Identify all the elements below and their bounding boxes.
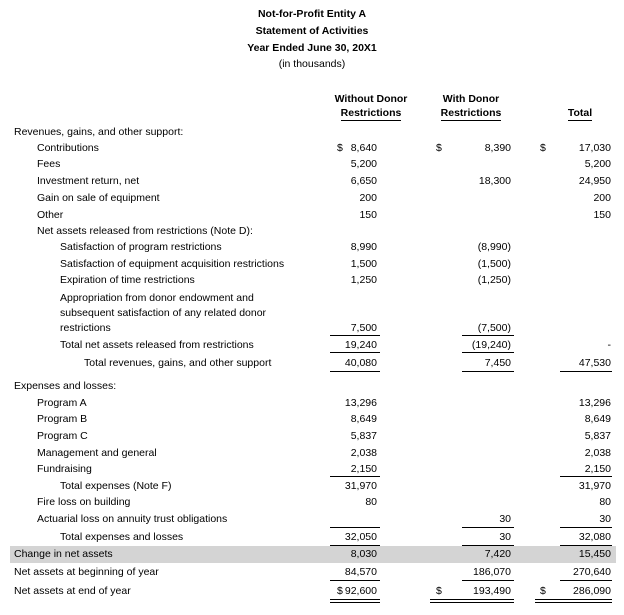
value-total: 150 — [593, 209, 611, 221]
value-total: 32,080 — [578, 531, 611, 543]
value-without: 80 — [365, 496, 377, 508]
double-underline — [330, 599, 380, 603]
row-label: Total expenses (Note F) — [60, 480, 172, 492]
underline — [330, 527, 380, 528]
row-investment — [0, 173, 624, 189]
underline — [330, 371, 380, 372]
row-label: Investment return, net — [37, 175, 140, 187]
underline — [462, 352, 514, 353]
row-label: Other — [37, 209, 64, 221]
value-total: 200 — [593, 192, 611, 204]
value-total: 286,090 — [573, 585, 611, 597]
value-with: 7,450 — [484, 357, 511, 369]
row-sat-program — [0, 239, 624, 255]
row-fundraising — [0, 461, 624, 477]
row-gain-equipment — [0, 190, 624, 206]
value-total: 5,837 — [584, 430, 611, 442]
value-with: 7,420 — [484, 548, 511, 560]
value-without: 19,240 — [344, 339, 377, 351]
revenues-heading-row — [0, 124, 624, 140]
value-without: 7,500 — [350, 322, 377, 334]
col-header-total — [550, 106, 610, 121]
row-total-expenses-losses — [0, 529, 624, 545]
value-total: 17,030 — [578, 142, 611, 154]
value-total: 270,640 — [573, 566, 611, 578]
value-total: 2,038 — [584, 447, 611, 459]
col-header-without — [325, 92, 417, 121]
value-total: - — [607, 339, 611, 351]
row-appropriation-line2 — [0, 305, 624, 321]
row-label: Satisfaction of equipment acquisition restrictions — [60, 258, 285, 270]
value-without: 84,570 — [344, 566, 377, 578]
row-label: Fundraising — [37, 463, 92, 475]
row-label: Contributions — [37, 142, 99, 154]
row-appropriation-line1 — [0, 290, 624, 306]
row-label: Satisfaction of program restrictions — [60, 241, 222, 253]
col-header-without-line1: Without Donor — [334, 93, 408, 105]
row-fire-loss — [0, 494, 624, 510]
value-total: 24,950 — [578, 175, 611, 187]
row-label: Change in net assets — [14, 548, 113, 560]
currency-symbol: $ — [540, 142, 546, 154]
expenses-heading: Expenses and losses: — [14, 380, 117, 392]
value-with: (8,990) — [477, 241, 511, 253]
value-without: 8,649 — [350, 413, 377, 425]
value-without: 13,296 — [344, 397, 377, 409]
row-management — [0, 445, 624, 461]
value-without: 40,080 — [344, 357, 377, 369]
value-without: 2,038 — [350, 447, 377, 459]
released-heading: Net assets released from restrictions (Note D): — [37, 225, 253, 237]
value-without: 8,990 — [350, 241, 377, 253]
row-fees — [0, 156, 624, 172]
row-other — [0, 207, 624, 223]
underline — [560, 527, 612, 528]
value-without: 8,640 — [350, 142, 377, 154]
value-without: 31,970 — [344, 480, 377, 492]
value-without: 200 — [359, 192, 377, 204]
double-underline — [535, 599, 612, 603]
value-without: 5,837 — [350, 430, 377, 442]
revenues-heading: Revenues, gains, and other support: — [14, 126, 184, 138]
double-underline — [430, 599, 514, 603]
released-heading-row — [0, 223, 624, 239]
value-total: 2,150 — [584, 463, 611, 475]
currency-symbol: $ — [540, 585, 546, 597]
row-total-expenses — [0, 478, 624, 494]
row-label: Total revenues, gains, and other support — [84, 357, 272, 369]
value-without: 1,500 — [350, 258, 377, 270]
period: Year Ended June 30, 20X1 — [247, 42, 377, 54]
statement-title: Statement of Activities — [255, 25, 369, 37]
row-label: Program B — [37, 413, 88, 425]
currency-symbol: $ — [337, 142, 343, 154]
underline — [330, 580, 380, 581]
row-sat-equipment — [0, 256, 624, 272]
row-label: Program A — [37, 397, 87, 409]
value-total: 31,970 — [578, 480, 611, 492]
col-header-total-label: Total — [567, 107, 593, 119]
row-label: restrictions — [60, 322, 111, 334]
row-label: Appropriation from donor endowment and — [60, 292, 254, 304]
value-total: 5,200 — [584, 158, 611, 170]
value-without: 6,650 — [350, 175, 377, 187]
value-with: 18,300 — [478, 175, 511, 187]
value-with: 30 — [499, 513, 511, 525]
underline — [560, 476, 612, 477]
row-actuarial — [0, 511, 624, 527]
row-beginning — [0, 564, 624, 580]
col-header-with-line2: Restrictions — [440, 107, 502, 119]
underline — [462, 580, 514, 581]
row-change-net-assets — [0, 546, 624, 562]
row-program-b — [0, 411, 624, 427]
row-label: Total net assets released from restrictions — [60, 339, 254, 351]
entity-name: Not-for-Profit Entity A — [257, 8, 367, 20]
currency-symbol: $ — [436, 142, 442, 154]
value-without: 5,200 — [350, 158, 377, 170]
value-without: 2,150 — [350, 463, 377, 475]
row-label: Gain on sale of equipment — [37, 192, 160, 204]
row-contributions — [0, 140, 624, 156]
row-label: Net assets at end of year — [14, 585, 131, 597]
expenses-heading-row — [0, 378, 624, 394]
underline — [330, 476, 380, 477]
row-label: Actuarial loss on annuity trust obligations — [37, 513, 228, 525]
row-program-c — [0, 428, 624, 444]
row-appropriation — [0, 320, 624, 336]
underline — [560, 371, 612, 372]
value-without: 92,600 — [344, 585, 377, 597]
col-header-with-line1: With Donor — [442, 93, 500, 105]
value-total: 8,649 — [584, 413, 611, 425]
underline — [462, 335, 514, 336]
col-header-without-line2: Restrictions — [340, 107, 402, 119]
row-total-revenues — [0, 355, 624, 371]
row-label: Fire loss on building — [37, 496, 131, 508]
row-expiration — [0, 272, 624, 288]
value-with: 30 — [499, 531, 511, 543]
value-total: 47,530 — [578, 357, 611, 369]
value-without: 1,250 — [350, 274, 377, 286]
value-without: 32,050 — [344, 531, 377, 543]
currency-symbol: $ — [337, 585, 343, 597]
value-with: (1,500) — [477, 258, 511, 270]
value-total: 13,296 — [578, 397, 611, 409]
row-total-released — [0, 337, 624, 353]
value-with: 8,390 — [484, 142, 511, 154]
value-without: 8,030 — [350, 548, 377, 560]
row-label: Expiration of time restrictions — [60, 274, 195, 286]
value-total: 15,450 — [578, 548, 611, 560]
underline — [462, 527, 514, 528]
value-with: (7,500) — [477, 322, 511, 334]
row-end — [0, 583, 624, 599]
row-label: subsequent satisfaction of any related donor — [60, 307, 267, 319]
units-note: (in thousands) — [278, 58, 346, 70]
row-label: Management and general — [37, 447, 157, 459]
underline — [560, 580, 612, 581]
row-program-a — [0, 395, 624, 411]
value-with: 186,070 — [473, 566, 511, 578]
value-total: 30 — [599, 513, 611, 525]
underline — [330, 352, 380, 353]
row-label: Program C — [37, 430, 88, 442]
row-label: Total expenses and losses — [60, 531, 184, 543]
value-with: 193,490 — [473, 585, 511, 597]
currency-symbol: $ — [436, 585, 442, 597]
row-label: Net assets at beginning of year — [14, 566, 159, 578]
underline — [330, 335, 380, 336]
value-with: (19,240) — [471, 339, 511, 351]
underline — [462, 371, 514, 372]
col-header-with — [430, 92, 512, 121]
value-total: 80 — [599, 496, 611, 508]
value-without: 150 — [359, 209, 377, 221]
row-label: Fees — [37, 158, 61, 170]
value-with: (1,250) — [477, 274, 511, 286]
